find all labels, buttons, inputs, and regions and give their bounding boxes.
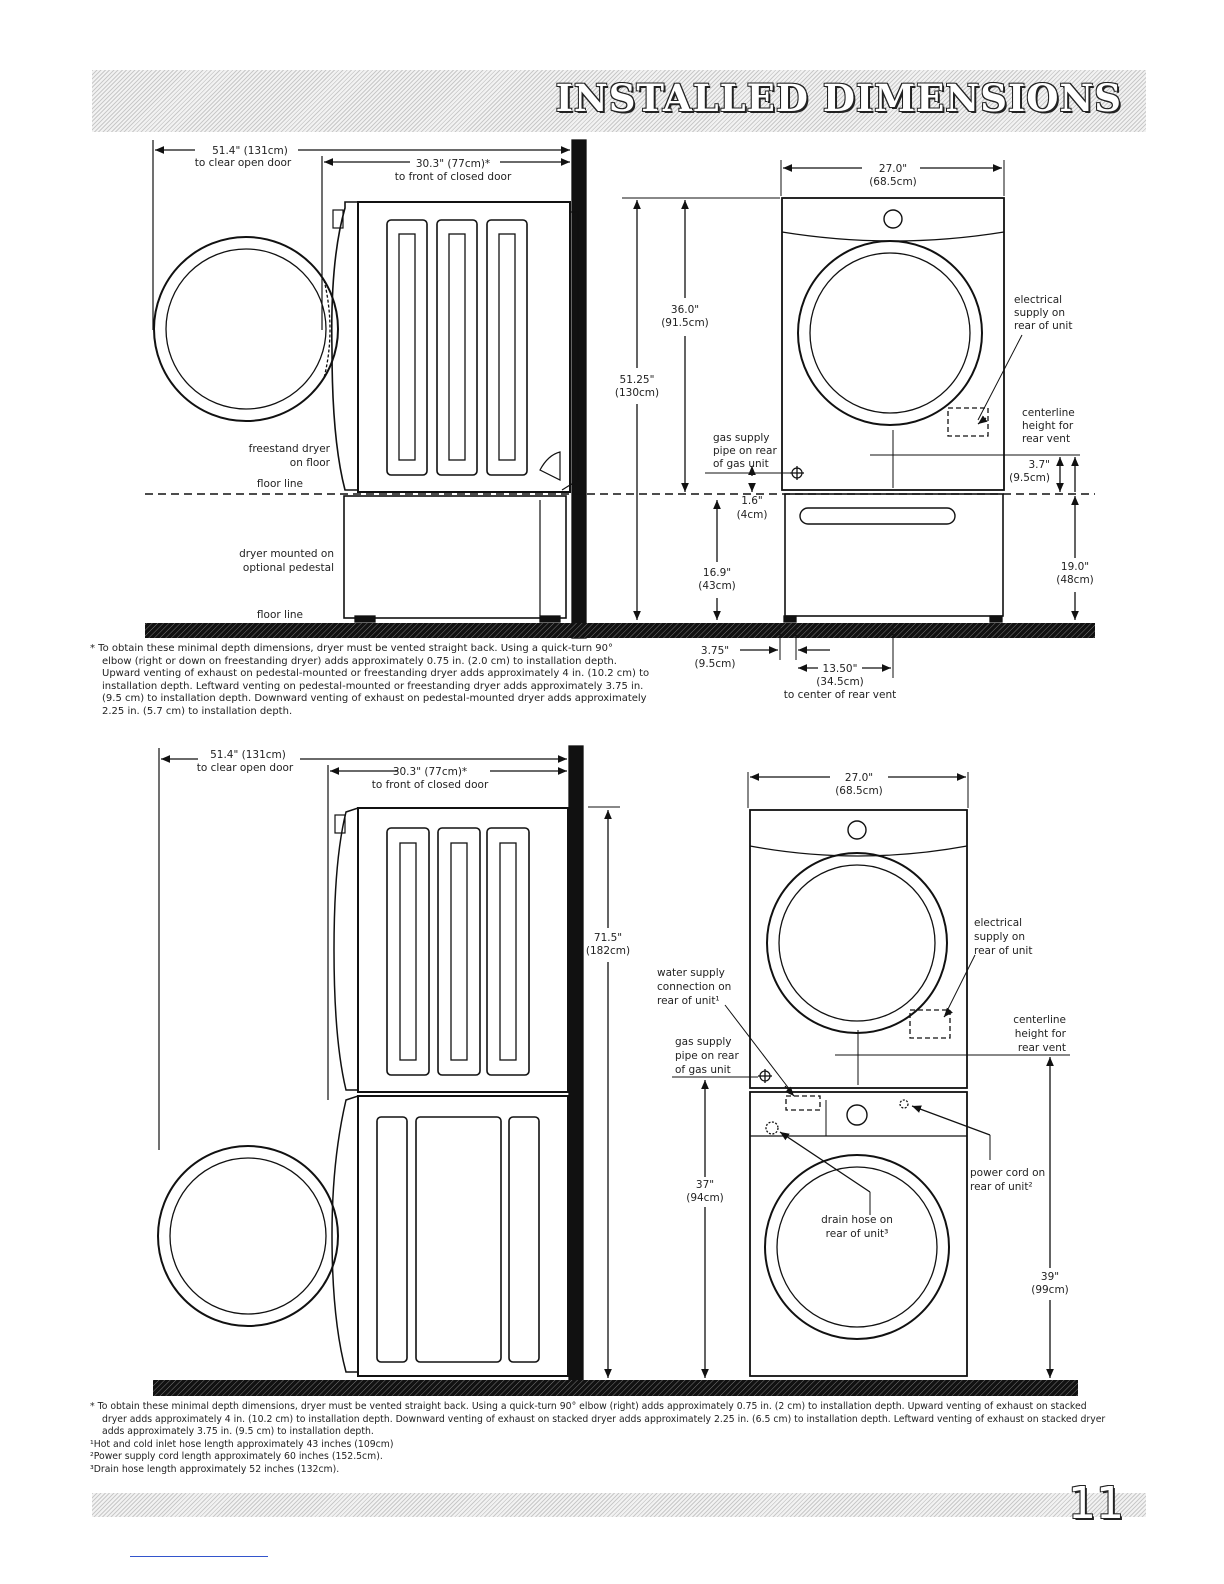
svg-text:of gas unit: of gas unit [713,458,769,470]
electrical-label-2: electrical [974,917,1023,929]
wall [572,140,586,638]
width-dim-2: 27.0" [844,772,874,784]
open-door [154,237,338,421]
footnote-line: elbow (right or down on freestanding dryer) adds approximately 0.75 in. (2.0 cm) to installation depth. [102,655,617,667]
clear-door-dim: 51.4" (131cm) [212,145,288,157]
footnote-line: adds approximately 3.75 in. (9.5 cm) to installation depth. [102,1426,374,1438]
pedestal-label: dryer mounted on [239,548,334,560]
centerline-label-2: centerline [1013,1014,1066,1026]
clear-door-sub: to clear open door [194,157,292,169]
centerline-label: centerline [1022,407,1075,419]
svg-text:(48cm): (48cm) [1056,574,1094,586]
side-panel-2 [437,220,477,475]
side-panel-1 [387,220,427,475]
svg-text:(9.5cm): (9.5cm) [1009,472,1050,484]
height-51-dim: 51.25" [619,374,655,386]
svg-text:(9.5cm): (9.5cm) [694,658,736,670]
power-cord-label: power cord on [970,1167,1046,1179]
dryer-body [358,202,570,492]
svg-text:(182cm): (182cm) [585,945,631,957]
svg-text:height for: height for [1022,420,1074,432]
clear-door-dim-2: 51.4" (131cm) [210,749,286,761]
pedestal-front [785,494,1003,616]
diagram2-side-labels [197,749,630,957]
side-offset-dim: 3.75" [700,645,730,657]
floor-line-label: floor line [256,478,303,490]
svg-text:(94cm): (94cm) [686,1192,724,1204]
svg-text:to clear open door: to clear open door [196,762,294,774]
svg-text:(130cm): (130cm) [614,387,660,399]
pedestal-height-dim: 19.0" [1060,561,1090,573]
svg-text:to center of rear vent: to center of rear vent [783,689,897,701]
front-depth-dim: 30.3" (77cm)* [415,158,491,170]
electrical-supply-box-2 [910,1010,950,1038]
stacked-dryer-side [358,808,568,1092]
vent-height-dim: 3.7" [1028,459,1050,471]
svg-text:connection on: connection on [657,981,732,993]
diagram1-front-view [619,160,1080,678]
footnote-2 [90,1401,1140,1477]
svg-text:rear of unit²: rear of unit² [970,1181,1033,1193]
vent-center-dim: 13.50" [822,663,858,675]
width-dim: 27.0" [878,163,908,175]
svg-text:rear vent: rear vent [1022,433,1071,445]
gas-pipe-height-dim: 16.9" [702,567,732,579]
page-number: 11 [1068,1478,1124,1529]
footnote-line: * To obtain these minimal depth dimensions, dryer must be vented straight back. Using a quick-turn 90° [90,643,613,654]
floor-bar-2 [153,1380,1078,1396]
svg-text:supply on: supply on [1014,307,1066,319]
svg-text:supply on: supply on [974,931,1026,943]
floor-line-label-2: floor line [256,609,303,621]
footnote-line: dryer adds approximately 4 in. (10.2 cm) to installation depth. Downward venting of exhaust on stacked dryer adds approximately 2.25 in. (6.5 cm) to installation depth. Leftward venting of exhaust on stacked dryer [102,1413,1106,1425]
diagram1-front-labels [615,163,1094,701]
svg-text:pipe on rear: pipe on rear [675,1050,739,1062]
footnote-line: installation depth. Leftward venting on pedestal-mounted or freestanding dryer adds approximately 3.75 in. [102,680,644,692]
stacked-open-door [158,1146,338,1326]
footnote-line: ²Power supply cord length approximately 60 inches (152.5cm). [90,1451,383,1463]
footnote-line: 2.25 in. (5.7 cm) to installation depth. [102,705,293,717]
pedestal-side [344,496,566,618]
diagram2-side-view [153,746,1078,1396]
water-supply-box [786,1096,820,1110]
svg-text:rear vent: rear vent [1017,1042,1066,1054]
svg-text:(68.5cm): (68.5cm) [869,176,917,188]
svg-text:rear of unit: rear of unit [1014,320,1073,332]
svg-text:pipe on rear: pipe on rear [713,445,777,457]
drain-hose-label: drain hose on [821,1214,893,1226]
stacked-washer-side [358,1096,568,1376]
svg-text:optional pedestal: optional pedestal [242,562,334,574]
stacked-height-dim: 71.5" [593,932,623,944]
footnote-line: * To obtain these minimal depth dimensions, dryer must be vented straight back. Using a quick-turn 90° elbow (right) adds approximately 0.75 in. (2 cm) to installation depth. Upward venting of exhaust on stacked [90,1401,1087,1412]
electrical-label: electrical [1014,294,1063,306]
height-36-dim: 36.0" [670,304,700,316]
front-door [798,241,982,425]
freestand-label: freestand dryer [248,443,330,455]
bottom-link-underline[interactable] [130,1556,268,1557]
page-title: INSTALLED DIMENSIONS [555,76,1122,120]
stacked-dryer-door [767,853,947,1033]
footnote-line: Upward venting of exhaust on pedestal-mounted or freestanding dryer adds approximately 4 in. (10.2 cm) to [102,668,650,680]
svg-text:to front of closed door: to front of closed door [371,779,489,791]
gas-height-dim: 1.6" [741,495,763,507]
footnote-line: ¹Hot and cold inlet hose length approximately 43 inches (109cm) [90,1438,394,1450]
svg-text:of gas unit: of gas unit [675,1064,731,1076]
svg-text:rear of unit¹: rear of unit¹ [657,995,720,1007]
footnote-line: ³Drain hose length approximately 52 inches (132cm). [90,1463,340,1475]
front-depth-dim-2: 30.3" (77cm)* [392,766,468,778]
floor-bar [145,623,1095,638]
gas-supply-label-2: gas supply [675,1036,732,1048]
water-supply-label: water supply [657,967,725,979]
footnote-1 [90,643,650,719]
centerline-height-dim: 39" [1040,1271,1060,1283]
washer-height-dim: 37" [695,1179,715,1191]
side-panel-3 [487,220,527,475]
footer-bar [92,1493,1146,1517]
svg-text:height for: height for [1014,1028,1066,1040]
control-knob [884,210,902,228]
svg-text:rear of unit³: rear of unit³ [825,1228,889,1240]
gas-supply-label: gas supply [713,432,770,444]
svg-text:rear of unit: rear of unit [974,945,1033,957]
diagram2-front-labels [657,772,1069,1296]
footnote-line: (9.5 cm) to installation depth. Downward venting of exhaust on pedestal-mounted dryer adds approximately [102,693,647,705]
front-depth-sub: to front of closed door [394,171,512,183]
svg-text:(34.5cm): (34.5cm) [816,676,864,688]
wall-2 [569,746,583,1381]
svg-text:(4cm): (4cm) [736,509,768,521]
svg-text:(68.5cm): (68.5cm) [835,785,883,797]
svg-text:(99cm): (99cm) [1031,1284,1069,1296]
svg-text:(91.5cm): (91.5cm) [661,317,709,329]
diagram2-front-view [672,772,1070,1378]
svg-text:(43cm): (43cm) [698,580,736,592]
svg-text:on floor: on floor [289,457,330,469]
